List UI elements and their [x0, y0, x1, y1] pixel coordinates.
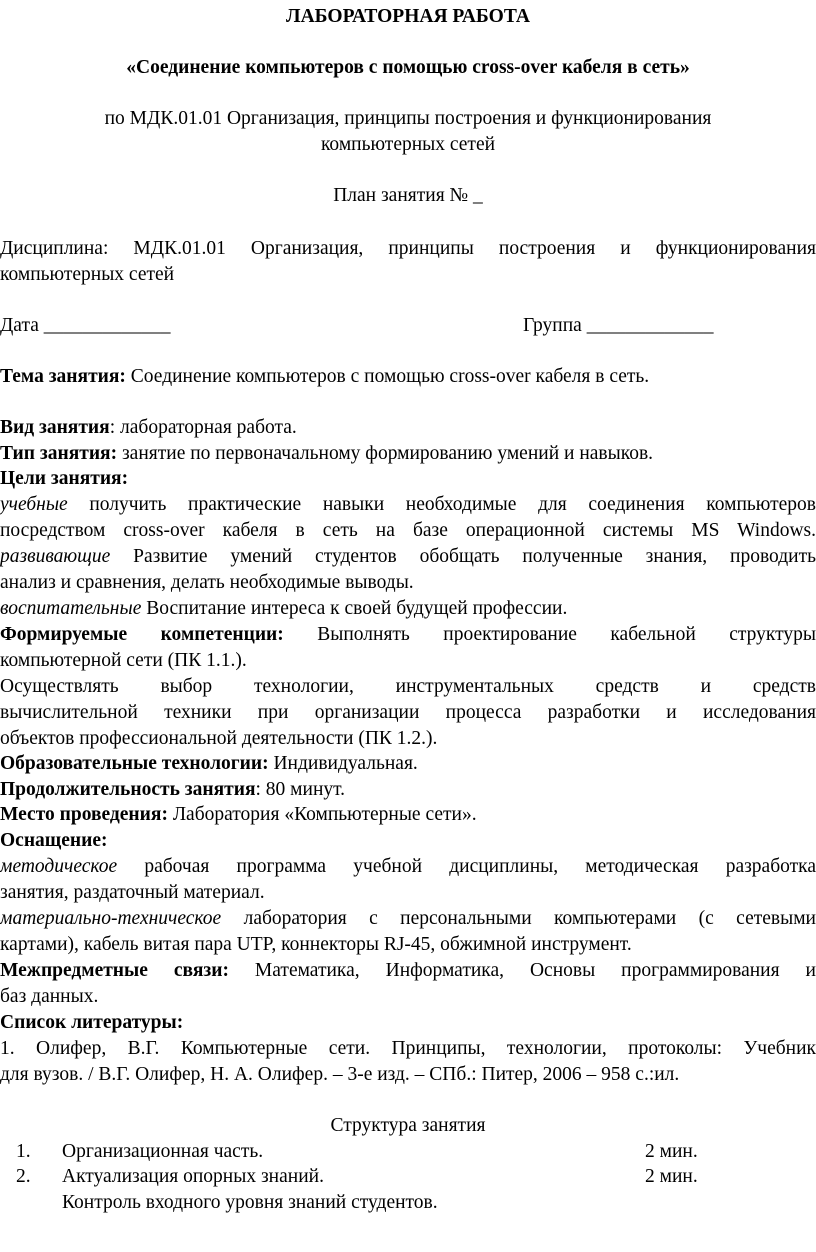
- structure-item-text: Организационная часть.: [62, 1141, 264, 1162]
- doc-subtitle: «Соединение компьютеров с помощью cross-over кабеля в сеть»: [126, 57, 690, 78]
- equipment-material-line-2: картами), кабель витая пара UTP, коннекторы RJ-45, обжимной инструмент.: [0, 934, 632, 955]
- goals-label: Цели занятия:: [0, 468, 129, 489]
- competencies-line-1: [0, 622, 816, 648]
- structure-item-time: 2 мин.: [645, 1141, 698, 1162]
- literature-line-2: для вузов. / В.Г. Олифер, Н. А. Олифер. – 3-е изд. – СПб.: Питер, 2006 – 958 с.:ил.: [0, 1064, 680, 1085]
- mdk-line-1: по МДК.01.01 Организация, принципы построения и функционирования: [104, 108, 712, 129]
- structure-item-time: 2 мин.: [645, 1166, 698, 1187]
- place-value: Лаборатория «Компьютерные сети».: [167, 804, 477, 825]
- technologies-line: [0, 751, 816, 777]
- structure-title: Структура занятия: [330, 1115, 486, 1136]
- equipment-method-line-1: [0, 854, 816, 880]
- kind-line: [0, 415, 816, 441]
- structure-continuation: Контроль входного уровня знаний студентов.: [62, 1192, 438, 1213]
- competencies-line-5: объектов профессиональной деятельности (ПК 1.2.).: [0, 728, 438, 749]
- duration-line: [0, 777, 816, 803]
- plan-heading: План занятия № _: [333, 185, 483, 206]
- doc-title: ЛАБОРАТОРНАЯ РАБОТА: [286, 6, 530, 27]
- literature-line-1: 1. Олифер, В.Г. Компьютерные сети. Принципы, технологии, протоколы: Учебник: [0, 1038, 816, 1059]
- type-value: занятие по первоначальному формированию умений и навыков.: [117, 443, 654, 464]
- goals-up-label: воспитательные: [0, 598, 142, 619]
- literature-label: Список литературы:: [0, 1012, 184, 1033]
- topic-value: Соединение компьютеров с помощью cross-over кабеля в сеть.: [125, 366, 650, 387]
- duration-label: Продолжительность занятия: [0, 779, 256, 800]
- date-group-row: [0, 313, 816, 339]
- place-label: Место проведения:: [0, 804, 168, 825]
- competencies-label: Формируемые компетенции:: [0, 624, 284, 645]
- topic-line: [0, 364, 816, 390]
- goals-up-text: Воспитание интереса к своей будущей профессии.: [141, 598, 568, 619]
- kind-value: : лабораторная работа.: [109, 417, 297, 438]
- competencies-line-4: вычислительной техники при организации процесса разработки и исследования: [0, 702, 816, 723]
- interdisciplinary-line-2: баз данных.: [0, 986, 99, 1007]
- interdisciplinary-text-1: Математика, Информатика, Основы программирования и: [228, 960, 816, 981]
- equipment-method-text-1: рабочая программа учебной дисциплины, методическая разработка: [117, 856, 816, 877]
- technologies-label: Образовательные технологии:: [0, 753, 269, 774]
- place-line: [0, 802, 816, 828]
- topic-label: Тема занятия:: [0, 366, 126, 387]
- structure-item-text: Актуализация опорных знаний.: [62, 1166, 324, 1187]
- discipline-line-2: компьютерных сетей: [0, 264, 175, 285]
- goals-dev-text-1: Развитие умений студентов обобщать полученные знания, проводить: [110, 546, 816, 567]
- competencies-text-1: Выполнять проектирование кабельной структуры: [283, 624, 816, 645]
- type-label: Тип занятия:: [0, 443, 118, 464]
- group-field: Группа _____________: [523, 315, 714, 336]
- equipment-method-line-2: занятия, раздаточный материал.: [0, 882, 265, 903]
- goals-dev-line-1: [0, 544, 816, 570]
- goals-edu-line-1: [0, 492, 816, 518]
- technologies-value: Индивидуальная.: [268, 753, 418, 774]
- mdk-line-2: компьютерных сетей: [320, 134, 496, 155]
- structure-item-number: 2.: [16, 1166, 31, 1187]
- goals-up-line: [0, 596, 816, 622]
- type-line: [0, 441, 816, 467]
- goals-edu-line-2: посредством cross-over кабеля в сеть на базе операционной системы MS Windows.: [0, 520, 816, 541]
- competencies-line-3: Осуществлять выбор технологии, инструментальных средств и средств: [0, 676, 816, 697]
- interdisciplinary-label: Межпредметные связи:: [0, 960, 229, 981]
- discipline-line-1: Дисциплина: МДК.01.01 Организация, принципы построения и функционирования: [0, 238, 816, 259]
- equipment-method-label: методическое: [0, 856, 118, 877]
- equipment-material-label: материально-техническое: [0, 908, 222, 929]
- interdisciplinary-line-1: [0, 958, 816, 984]
- goals-edu-label: учебные: [0, 494, 68, 515]
- equipment-material-line-1: [0, 906, 816, 932]
- structure-item-number: 1.: [16, 1141, 31, 1162]
- duration-value: : 80 минут.: [255, 779, 346, 800]
- equipment-material-text-1: лаборатория с персональными компьютерами (с сетевыми: [221, 908, 816, 929]
- goals-dev-line-2: анализ и сравнения, делать необходимые выводы.: [0, 572, 414, 593]
- equipment-label: Оснащение:: [0, 830, 108, 851]
- kind-label: Вид занятия: [0, 417, 110, 438]
- goals-dev-label: развивающие: [0, 546, 111, 567]
- goals-edu-text-1: получить практические навыки необходимые для соединения компьютеров: [67, 494, 816, 515]
- competencies-line-2: компьютерной сети (ПК 1.1.).: [0, 650, 247, 671]
- date-field: Дата _____________: [0, 315, 171, 336]
